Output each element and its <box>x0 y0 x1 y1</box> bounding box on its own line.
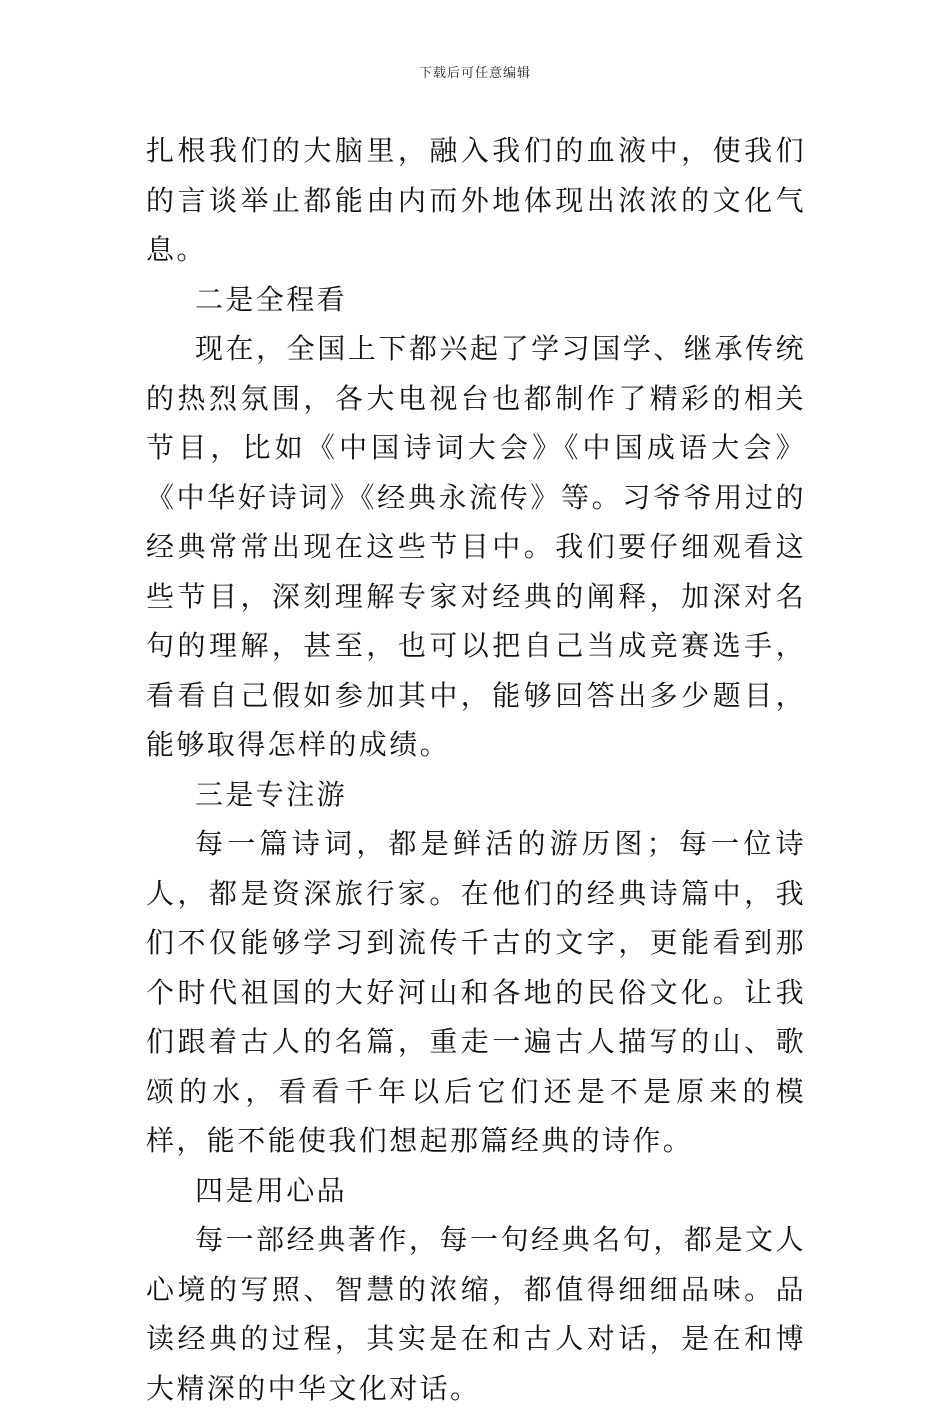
page-header: 下载后可任意编辑 <box>418 66 531 81</box>
paragraph: 每一部经典著作，每一句经典名句，都是文人心境的写照、智慧的浓缩，都值得细细品味。品读经典的过程，其实是在和古人对话，是在和博大精深的中华文化对话。 <box>146 1223 806 1405</box>
paragraph: 现在，全国上下都兴起了学习国学、继承传统的热烈氛围，各大电视台也都制作了精彩的相关节目，比如《中国诗词大会》《中国成语大会》《中华好诗词》《经典永流传》等。习爷爷用过的经典常常出现在这些节目中。我们要仔细观看这些节目，深刻理解专家对经典的阐释，加深对名句的理解，甚至，也可以把自己当成竞赛选手，看看自己假如参加其中，能够回答出多少题目，能够取得怎样的成绩。 <box>146 332 806 761</box>
section-heading-2: 二是全程看 <box>195 282 348 316</box>
document-body <box>146 126 806 1413</box>
section-heading-4: 四是用心品 <box>195 1173 348 1207</box>
paragraph-continued: 扎根我们的大脑里，融入我们的血液中，使我们的言谈举止都能由内而外地体现出浓浓的文化气息。 <box>146 134 806 266</box>
section-heading-3: 三是专注游 <box>195 777 348 811</box>
paragraph: 每一篇诗词，都是鲜活的游历图；每一位诗人，都是资深旅行家。在他们的经典诗篇中，我们不仅能够学习到流传千古的文字，更能看到那个时代祖国的大好河山和各地的民俗文化。让我们跟着古人的名篇，重走一遍古人描写的山、歌颂的水，看看千年以后它们还是不是原来的模样，能不能使我们想起那篇经典的诗作。 <box>146 827 806 1157</box>
